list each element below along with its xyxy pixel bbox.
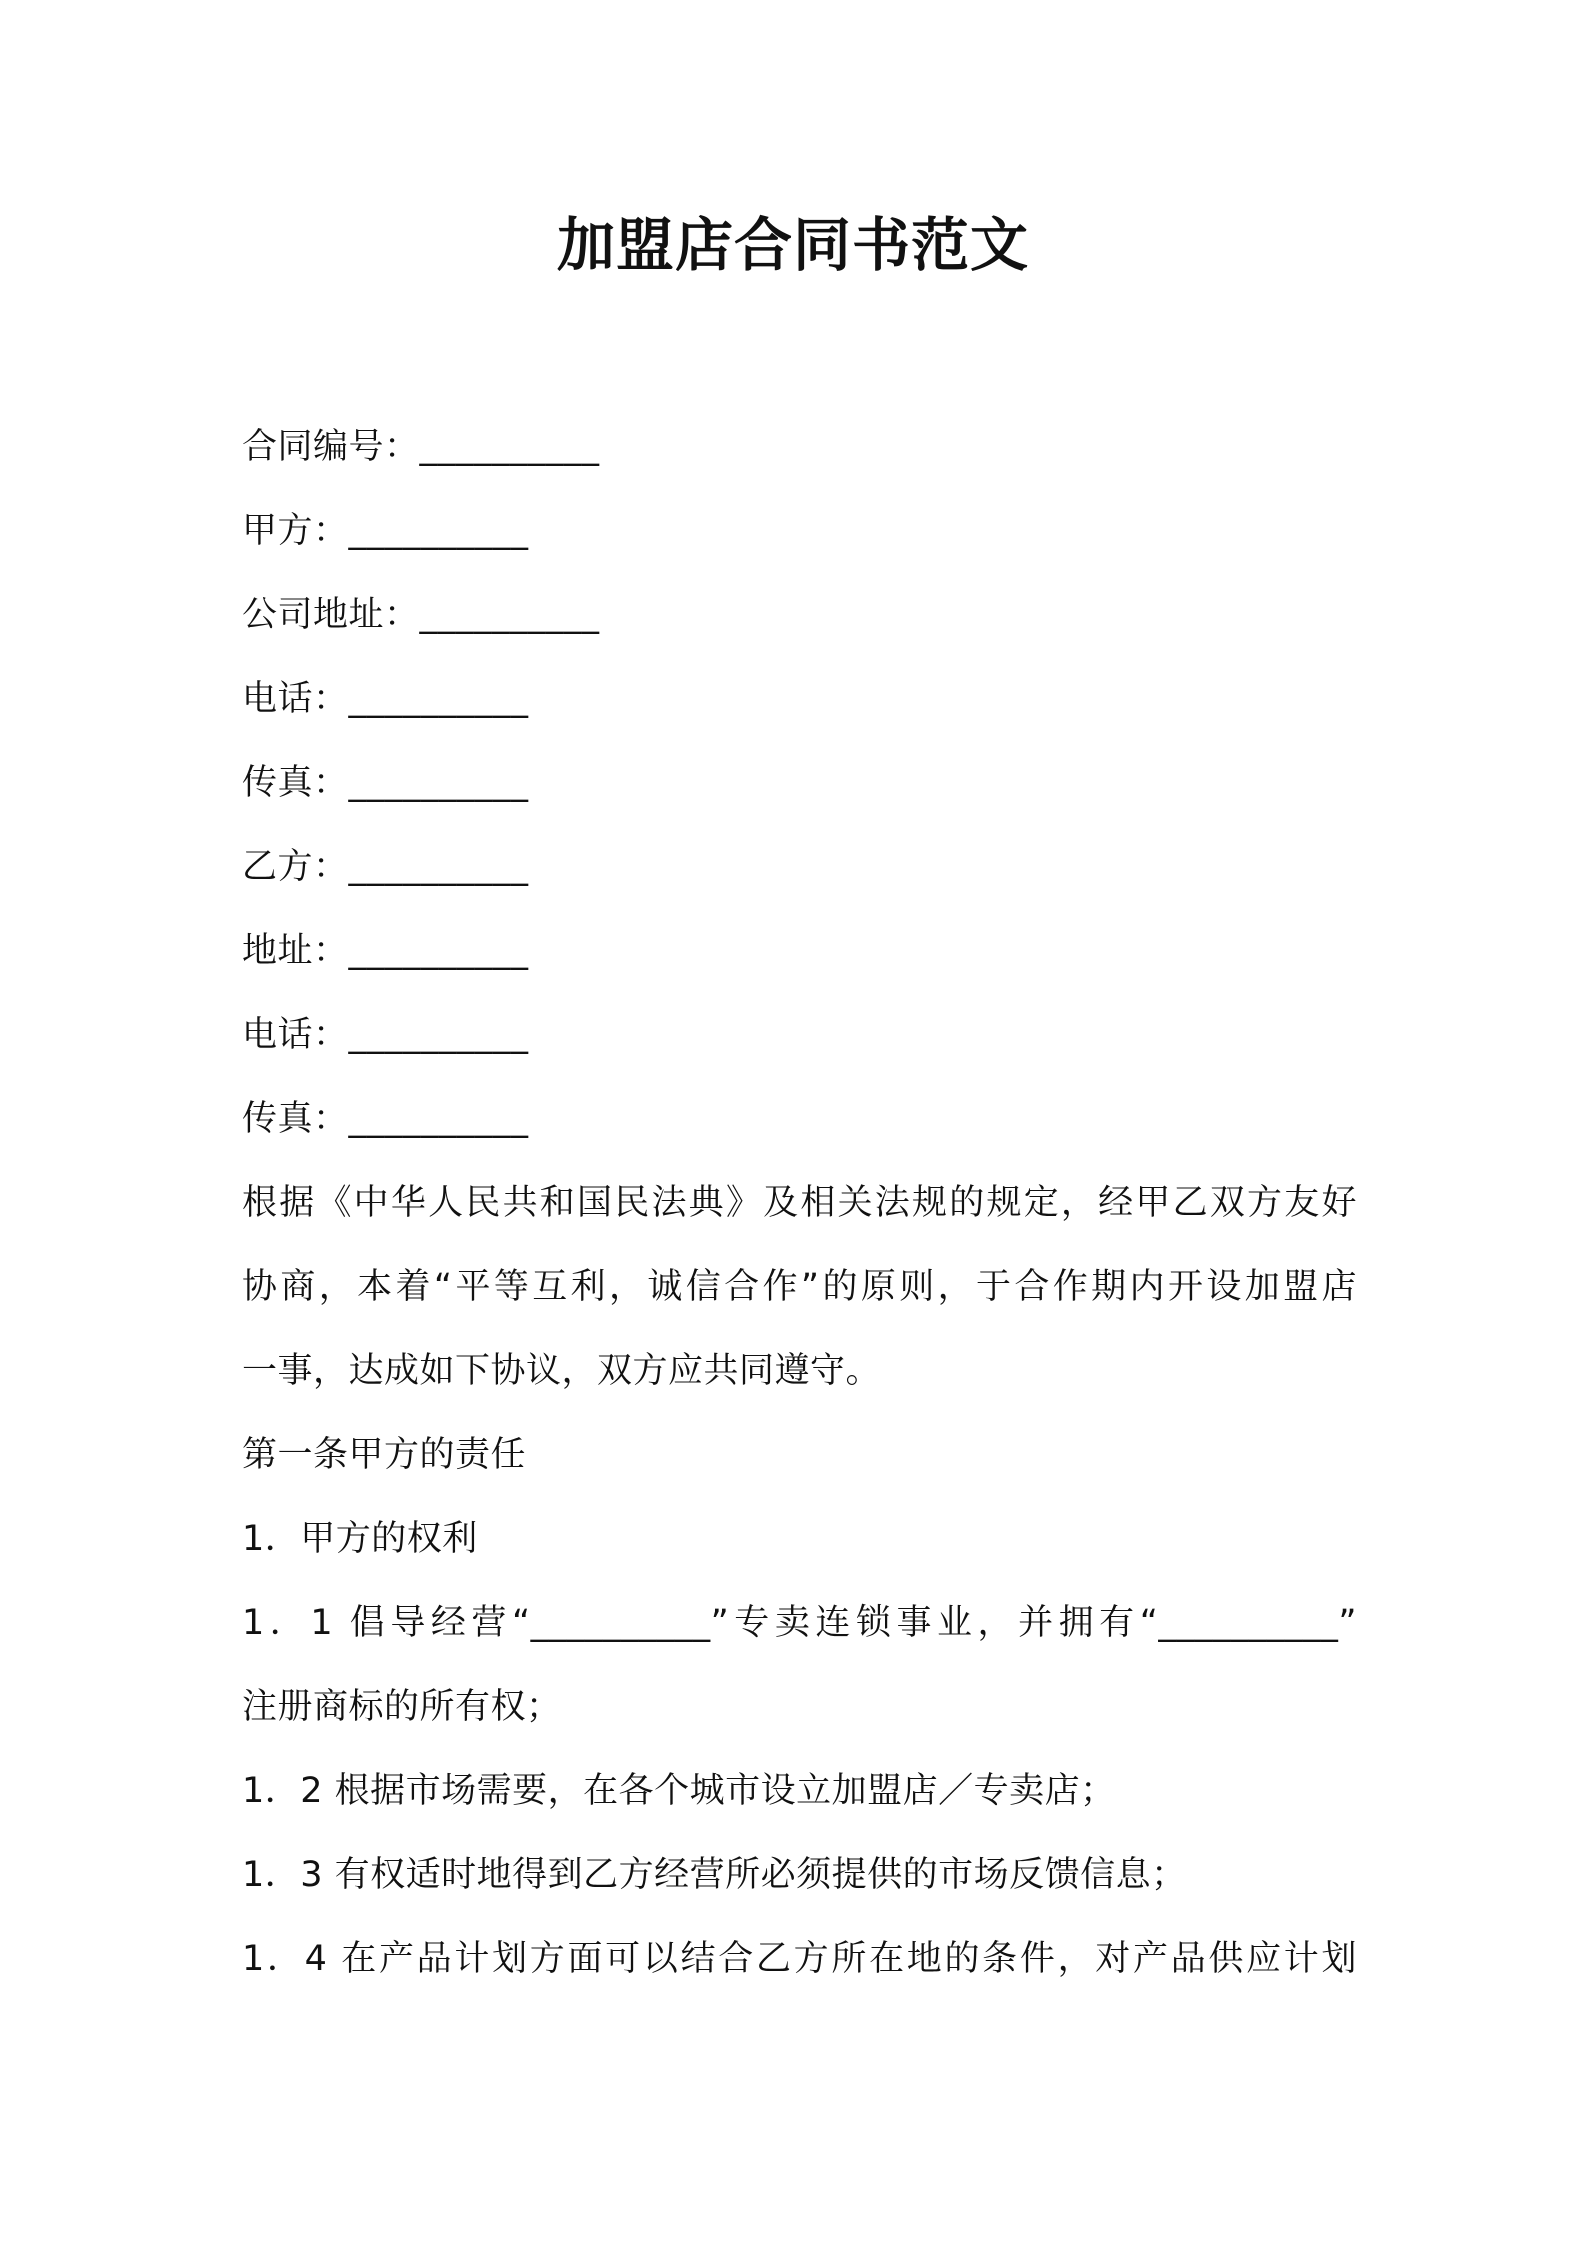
contract-number-field: 合同编号：__________: [242, 427, 600, 467]
document-body: [242, 405, 1357, 2001]
party-b-fax-field: 传真：__________: [242, 1099, 529, 1139]
clause-1-1-line-2: 注册商标的所有权；: [242, 1687, 562, 1727]
party-b-phone-field: 电话：__________: [242, 1015, 529, 1055]
party-a-fax-field: 传真：__________: [242, 763, 529, 803]
party-b-address-field: 地址：__________: [242, 931, 529, 971]
party-a-phone-field: 电话：__________: [242, 679, 529, 719]
clause-1-1-line-1: 1．1 倡导经营“__________”专卖连锁事业，并拥有“__________”: [242, 1603, 1357, 1643]
clause-1-2: 1．2 根据市场需要，在各个城市设立加盟店／专卖店；: [242, 1771, 1116, 1811]
party-a-field: 甲方：__________: [242, 511, 529, 551]
article-1-heading: 第一条甲方的责任: [242, 1435, 527, 1475]
clause-1-3: 1．3 有权适时地得到乙方经营所必须提供的市场反馈信息；: [242, 1855, 1187, 1895]
preamble-line-2: 协商，本着“平等互利，诚信合作”的原则，于合作期内开设加盟店: [242, 1267, 1357, 1307]
company-address-field: 公司地址：__________: [242, 595, 600, 635]
preamble-line-3: 一事，达成如下协议，双方应共同遵守。: [242, 1351, 882, 1391]
preamble-line-1: 根据《中华人民共和国民法典》及相关法规的规定，经甲乙双方友好: [242, 1183, 1357, 1223]
document-title: 加盟店合同书范文: [556, 211, 1029, 279]
clause-1-4: 1．4 在产品计划方面可以结合乙方所在地的条件，对产品供应计划: [242, 1939, 1357, 1979]
party-b-field: 乙方：__________: [242, 847, 529, 887]
section-1-heading: 1．甲方的权利: [242, 1519, 478, 1559]
